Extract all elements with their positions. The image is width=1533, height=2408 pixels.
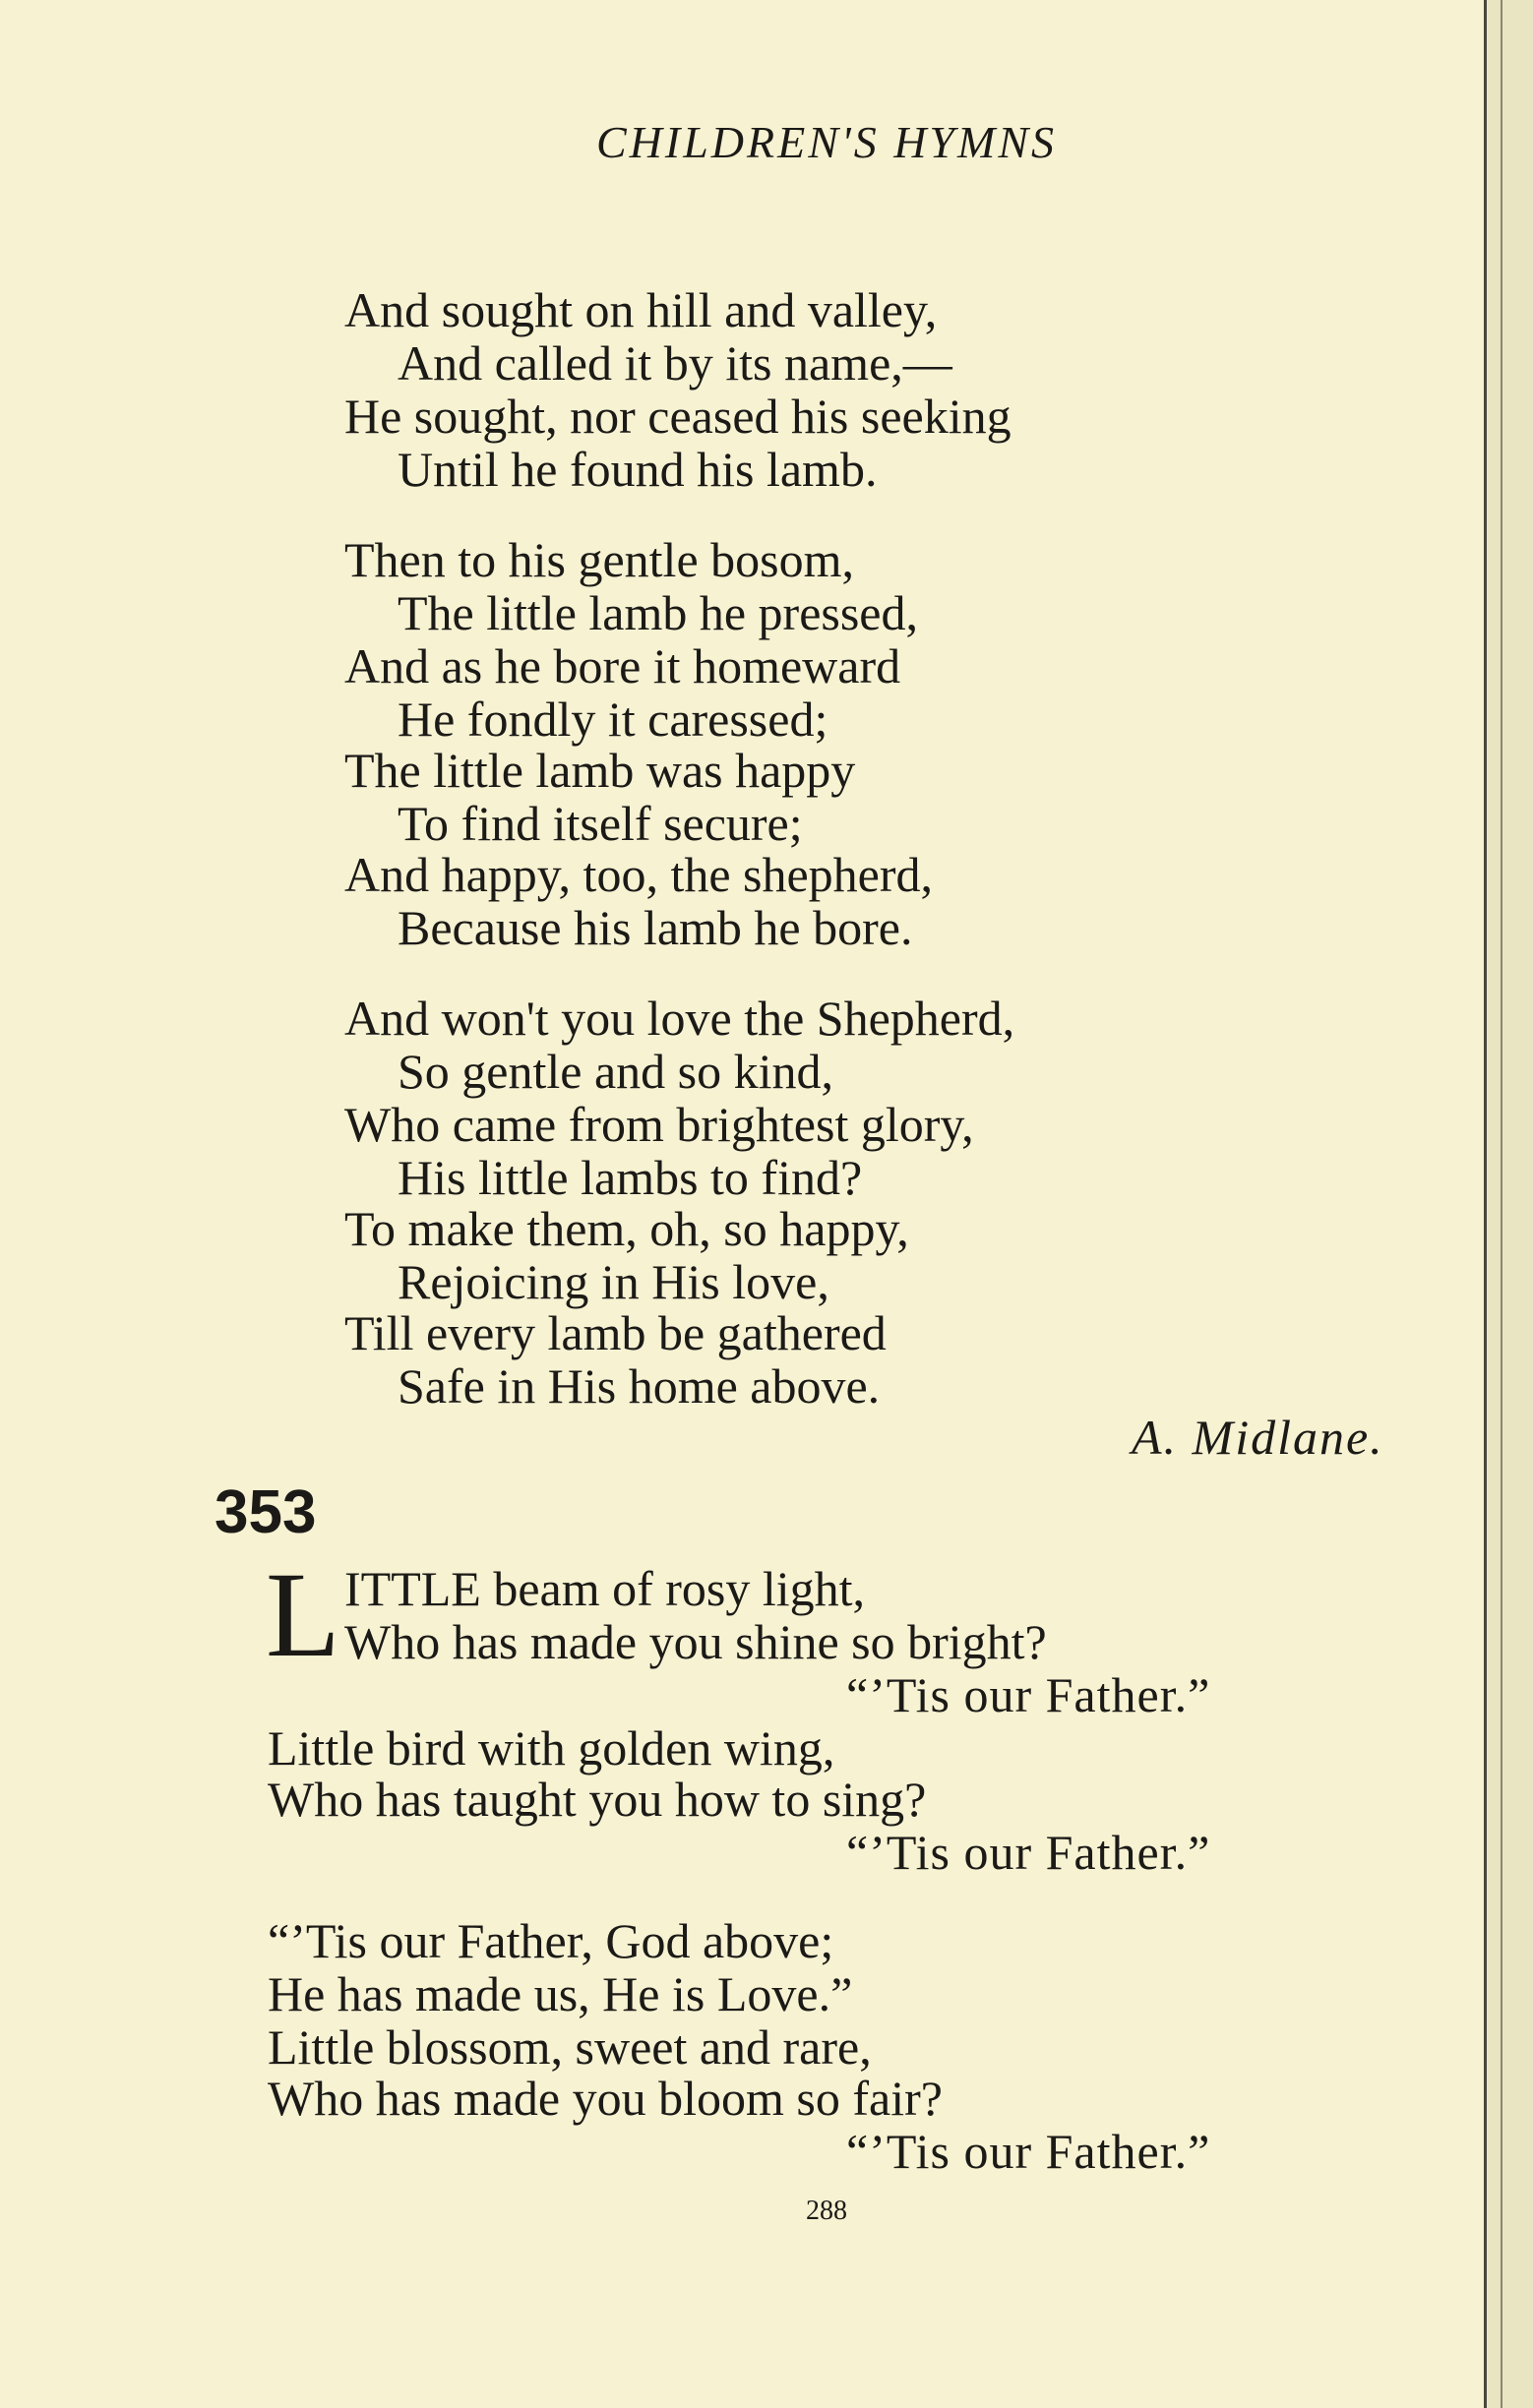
verse-line: Because his lamb he bore.: [398, 900, 913, 955]
verse-line: Till every lamb be gathered: [344, 1305, 887, 1360]
page-edge: [1484, 0, 1533, 2408]
verse-line: Until he found his lamb.: [398, 442, 878, 497]
refrain-line: “’Tis our Father.”: [846, 2124, 1211, 2179]
verse-line: Safe in His home above.: [398, 1358, 881, 1414]
hymn-number: 353: [215, 1478, 317, 1546]
verse-line: Little blossom, sweet and rare,: [268, 2019, 872, 2075]
verse-line: Who has made you shine so bright?: [344, 1614, 1047, 1669]
verse-line: Who came from brightest glory,: [344, 1097, 974, 1152]
verse-line: ITTLE beam of rosy light,: [344, 1561, 866, 1616]
verse-line: And called it by its name,—: [398, 335, 952, 391]
verse-line: To find itself secure;: [398, 796, 803, 851]
verse-line: Who has made you bloom so fair?: [268, 2071, 943, 2126]
drop-cap: L: [266, 1547, 340, 1682]
verse-line: And as he bore it homeward: [344, 638, 901, 693]
verse-line: The little lamb was happy: [344, 743, 856, 798]
verse-line: He sought, nor ceased his seeking: [344, 389, 1012, 444]
verse-line: His little lambs to find?: [398, 1150, 863, 1205]
verse-line: And sought on hill and valley,: [344, 282, 938, 337]
verse-line: Little bird with golden wing,: [268, 1720, 835, 1776]
running-header: CHILDREN'S HYMNS: [595, 117, 1058, 167]
verse-line: To make them, oh, so happy,: [344, 1201, 909, 1256]
verse-line: He fondly it caressed;: [398, 692, 828, 747]
verse-line: And happy, too, the shepherd,: [344, 847, 934, 902]
verse-line: The little lamb he pressed,: [398, 585, 919, 640]
verse-line: And won't you love the Shepherd,: [344, 991, 1015, 1046]
verse-line: So gentle and so kind,: [398, 1044, 834, 1099]
verse-line: “’Tis our Father, God above;: [268, 1913, 834, 1968]
verse-line: He has made us, He is Love.”: [268, 1966, 853, 2021]
page-number: 288: [806, 2196, 847, 2226]
author-attribution: A. Midlane.: [1132, 1410, 1384, 1465]
verse-line: Who has taught you how to sing?: [268, 1772, 927, 1827]
refrain-line: “’Tis our Father.”: [846, 1825, 1211, 1880]
verse-line: Then to his gentle bosom,: [344, 532, 854, 587]
refrain-line: “’Tis our Father.”: [846, 1667, 1211, 1722]
verse-line: Rejoicing in His love,: [398, 1254, 829, 1309]
